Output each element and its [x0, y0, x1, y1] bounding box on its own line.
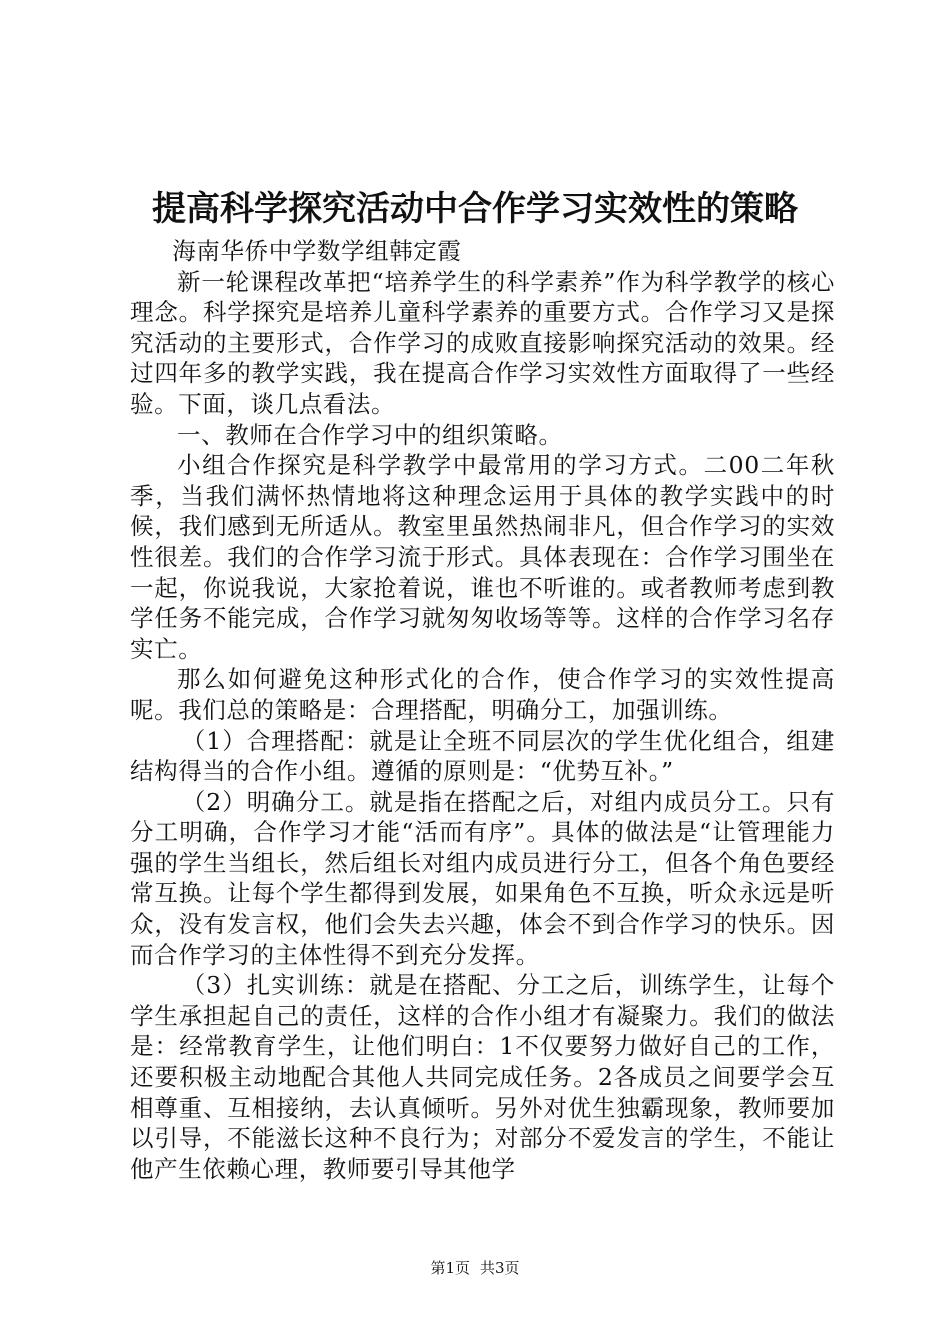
paragraph-item-2: （2）明确分工。就是指在搭配之后，对组内成员分工。只有分工明确，合作学习才能“活而有序”。具体的做法是“让管理能力强的学生当组长，然后组长对组内成员进行分工，但各个角色要经常互换。让每个学生都得到发展，如果角色不互换，听众永远是听众，没有发言权，他们会失去兴趣，体会不到合作学习的快乐。因而合作学习的主体性得不到充分发挥。: [130, 787, 835, 969]
author-line: 海南华侨中学数学组韩定霞: [172, 237, 462, 265]
page-number: 第1页: [430, 1259, 470, 1277]
page-total: 共3页: [480, 1259, 520, 1277]
paragraph-strategy: 那么如何避免这种形式化的合作，使合作学习的实效性提高呢。我们总的策略是：合理搭配，明确分工，加强训练。: [130, 665, 835, 724]
document-title: 提高科学探究活动中合作学习实效性的策略: [152, 189, 798, 229]
paragraph-intro: 新一轮课程改革把“培养学生的科学素养”作为科学教学的核心理念。科学探究是培养儿童科学素养的重要方式。合作学习又是探究活动的主要形式，合作学习的成败直接影响探究活动的效果。经过四年多的教学实践，我在提高合作学习实效性方面取得了一些经验。下面，谈几点看法。: [130, 267, 835, 418]
paragraph-background: 小组合作探究是科学教学中最常用的学习方式。二00二年秋季，当我们满怀热情地将这种理念运用于具体的教学实践中的时候，我们感到无所适从。教室里虽然热闹非凡，但合作学习的实效性很差。我们的合作学习流于形式。具体表现在：合作学习围坐在一起，你说我说，大家抢着说，谁也不听谁的。或者教师考虑到教学任务不能完成，合作学习就匆匆收场等等。这样的合作学习名存实亡。: [130, 451, 835, 663]
paragraph-item-1: （1）合理搭配：就是让全班不同层次的学生优化组合，组建结构得当的合作小组。遵循的原则是：“优势互补。”: [130, 726, 835, 786]
paragraph-item-3: （3）扎实训练：就是在搭配、分工之后，训练学生，让每个学生承担起自己的责任，这样的合作小组才有凝聚力。我们的做法是：经常教育学生，让他们明白：1不仅要努力做好自己的工作，还要积极主动地配合其他人共同完成任务。2各成员之间要学会互相尊重、互相接纳，去认真倾听。另外对优生独霸现象，教师要加以引导，不能滋长这种不良行为；对部分不爱发言的学生，不能让他产生依赖心理，教师要引导其他学: [130, 971, 835, 1183]
document-body: [130, 236, 835, 1184]
page-footer: [0, 1258, 950, 1278]
section-heading: 一、教师在合作学习中的组织策略。: [177, 420, 563, 449]
